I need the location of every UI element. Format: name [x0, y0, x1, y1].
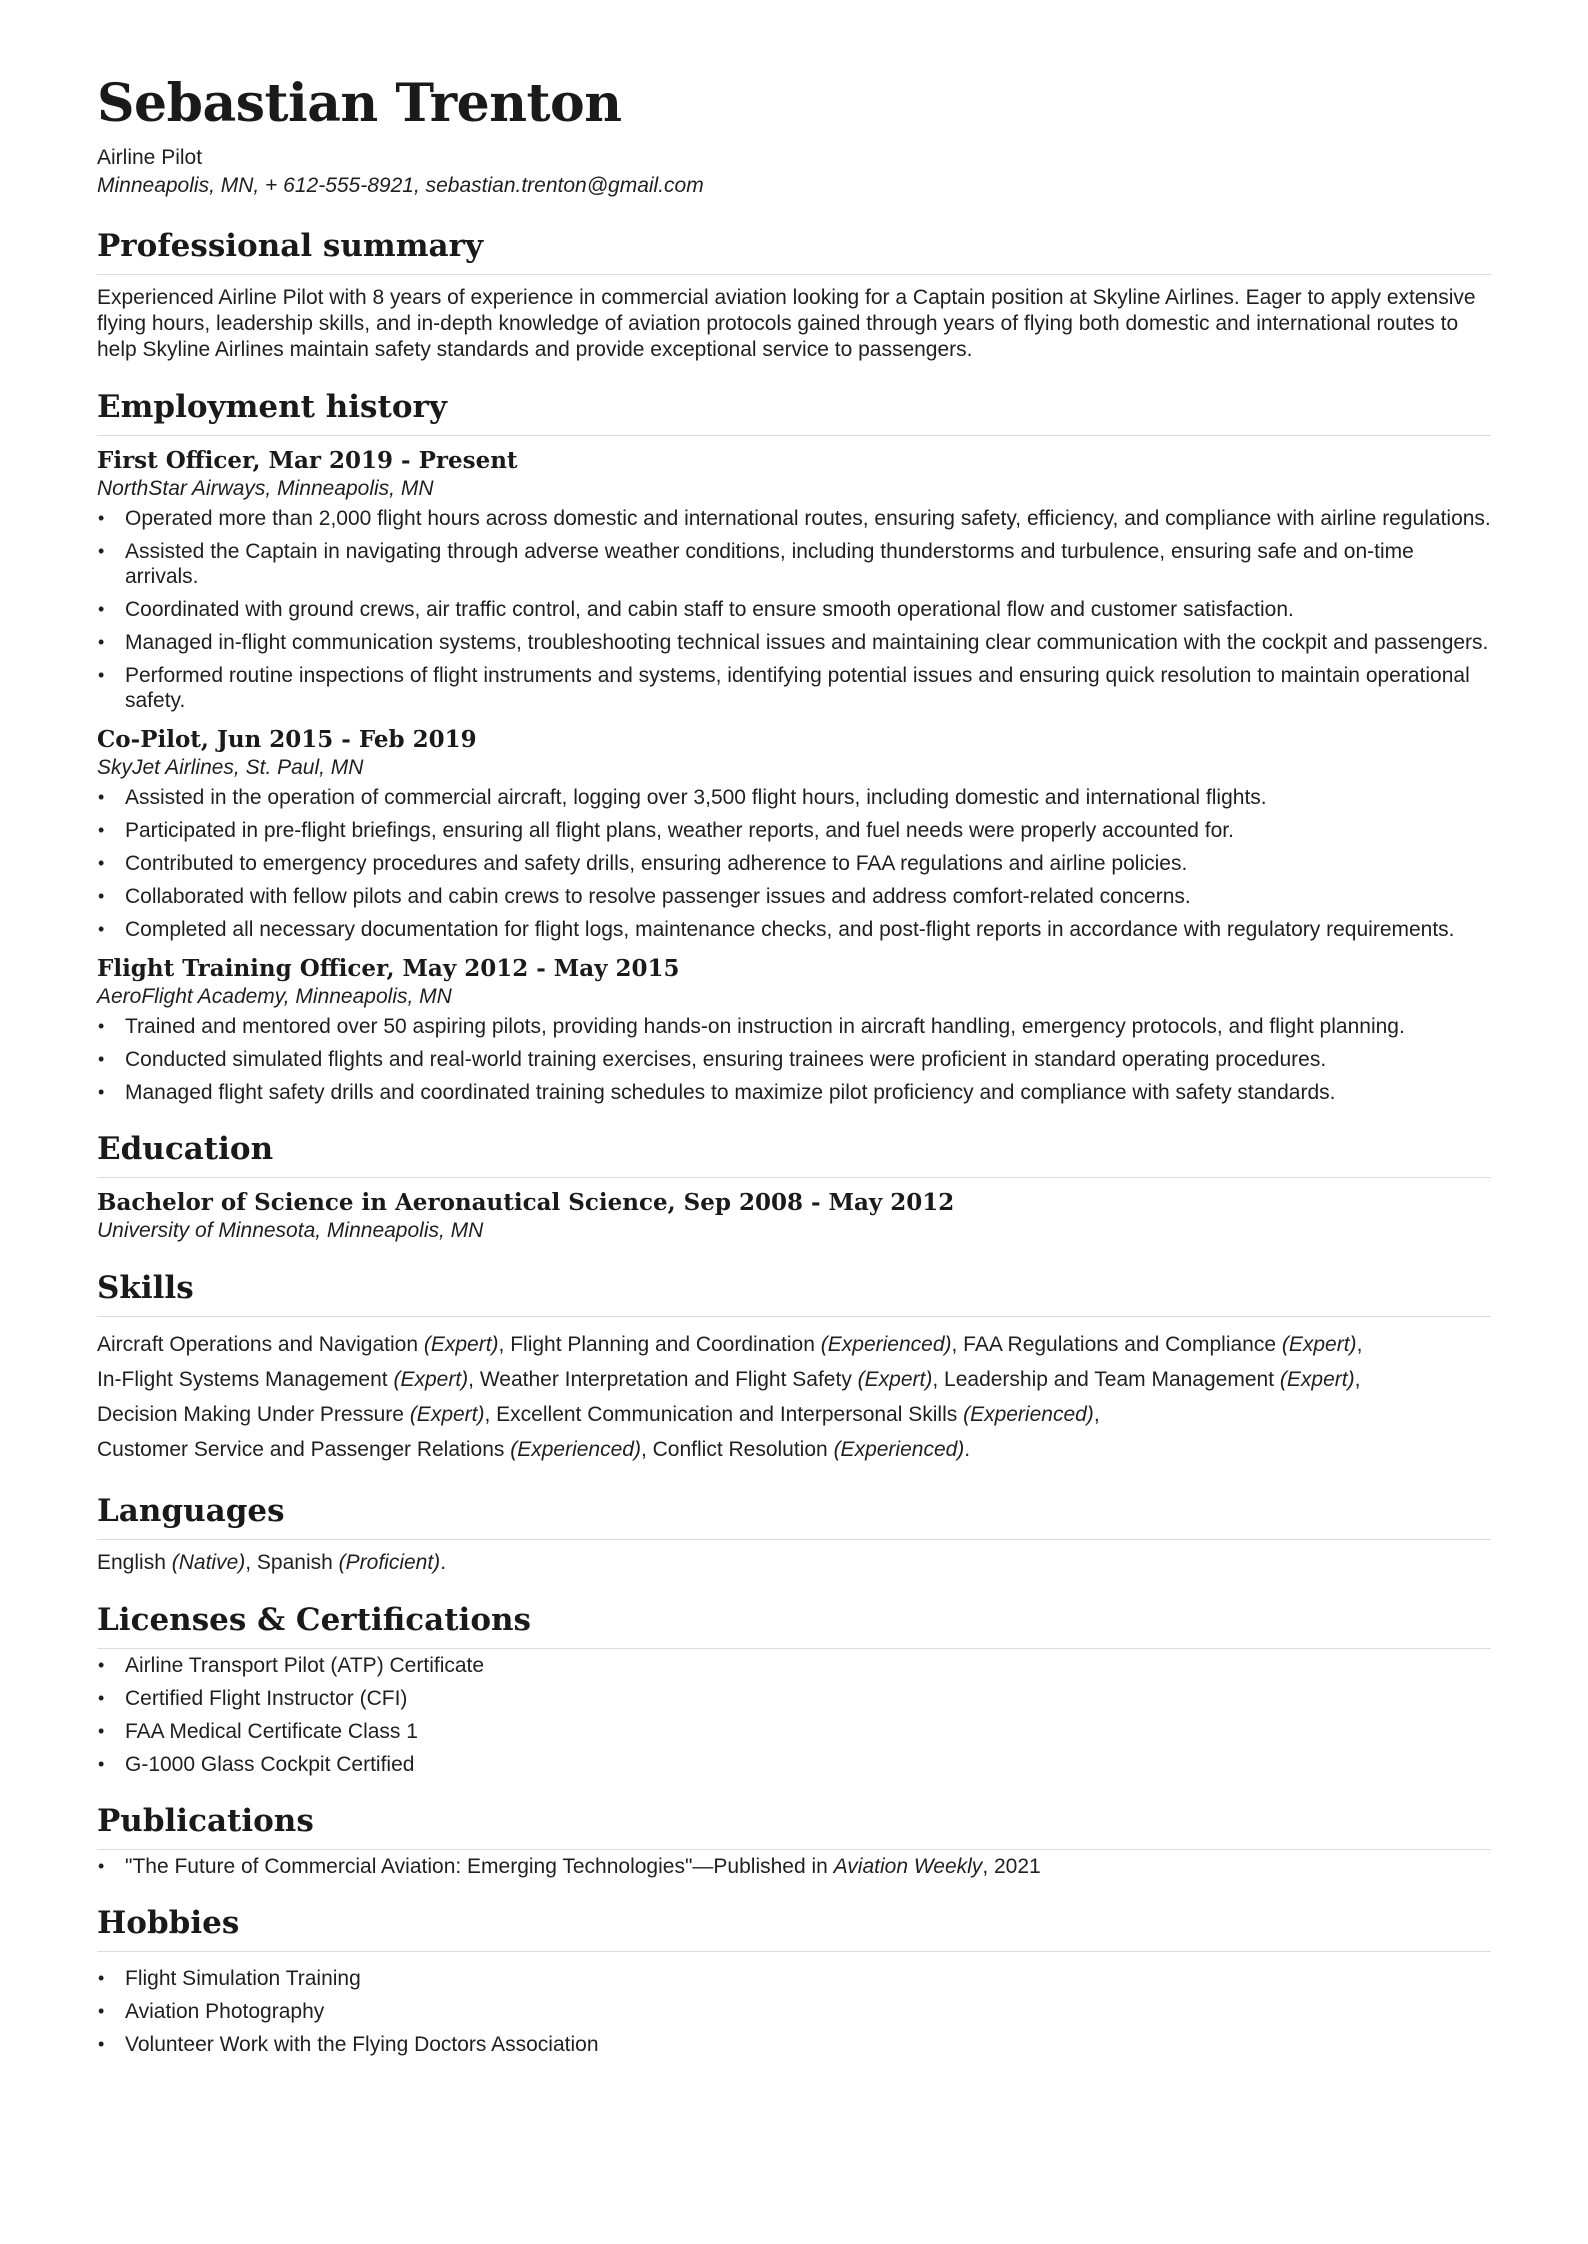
contact-info: Minneapolis, MN, + 612-555-8921, sebastian.trenton@gmail.com: [97, 174, 704, 197]
summary-text: Experienced Airline Pilot with 8 years of experience in commercial aviation looking for a Captain position at Skyline Airlines. Eager to apply extensive flying hours, leadership skills, and in-depth knowledge of aviation protocols gained through years of flying both domestic and international routes to help Skyline Airlines maintain safety standards and provide exceptional service to passengers.: [97, 286, 1476, 361]
job-entry: [97, 446, 1491, 713]
skill-separator: ,: [468, 1368, 480, 1391]
skill-name: Aircraft Operations and Navigation: [97, 1333, 418, 1356]
hobby-item: • Flight Simulation Training: [125, 1966, 1491, 1991]
job-bullet: • Assisted the Captain in navigating through adverse weather conditions, including thunderstorms and turbulence, ensuring safe and on-time arrivals.: [125, 539, 1491, 589]
job-bullet: • Conducted simulated flights and real-world training exercises, ensuring trainees were proficient in standard operating procedures.: [125, 1047, 1491, 1072]
candidate-title: Airline Pilot: [97, 146, 203, 169]
job-bullet: • Assisted in the operation of commercial aircraft, logging over 3,500 flight hours, including domestic and international flights.: [125, 785, 1491, 810]
language-separator: ,: [245, 1551, 257, 1574]
skill-name: FAA Regulations and Compliance: [963, 1333, 1277, 1356]
languages-list: [97, 1550, 1491, 1576]
job-heading: Co-Pilot, Jun 2015 - Feb 2019: [97, 726, 477, 753]
language-name: Spanish: [256, 1551, 333, 1574]
skills-line: [97, 1327, 1491, 1362]
skill-separator: .: [964, 1438, 971, 1461]
section-title-skills: Skills: [97, 1268, 1491, 1317]
skill-level: (Experienced): [510, 1438, 641, 1461]
section-title-languages: Languages: [97, 1491, 1491, 1540]
skill-separator: ,: [932, 1368, 945, 1391]
skill-level: (Experienced): [820, 1333, 952, 1356]
job-bullets: [97, 785, 1491, 942]
job-bullet: • Managed flight safety drills and coordinated training schedules to maximize pilot proficiency and compliance with safety standards.: [125, 1080, 1491, 1105]
languages-section: [97, 1491, 1491, 1576]
publications-section: [97, 1801, 1491, 1879]
skills-list: [97, 1327, 1491, 1467]
skill-separator: ,: [1354, 1368, 1361, 1391]
job-bullets: [97, 1014, 1491, 1105]
hobby-item: • Volunteer Work with the Flying Doctors Association: [125, 2032, 1491, 2057]
job-bullet: • Collaborated with fellow pilots and cabin crews to resolve passenger issues and address comfort-related concerns.: [125, 884, 1491, 909]
section-title-education: Education: [97, 1129, 1491, 1178]
section-title-hobbies: Hobbies: [97, 1903, 1491, 1952]
licenses-section: [97, 1600, 1491, 1777]
language-separator: .: [440, 1551, 447, 1574]
skills-section: [97, 1268, 1491, 1467]
language-level: (Proficient): [338, 1551, 441, 1574]
job-bullet: • Managed in-flight communication systems, troubleshooting technical issues and maintaining clear communication with the cockpit and passengers.: [125, 630, 1491, 655]
job-company: SkyJet Airlines, St. Paul, MN: [97, 756, 364, 779]
skills-line: [97, 1397, 1491, 1432]
skill-name: In-Flight Systems Management: [97, 1368, 388, 1391]
employment-section: [97, 387, 1491, 1105]
skill-separator: ,: [1093, 1403, 1100, 1426]
summary-section: [97, 226, 1491, 363]
skill-name: Customer Service and Passenger Relations: [97, 1438, 505, 1461]
school-name: University of Minnesota, Minneapolis, MN: [97, 1219, 484, 1242]
section-title-summary: Professional summary: [97, 226, 1491, 275]
degree-heading: Bachelor of Science in Aeronautical Science, Sep 2008 - May 2012: [97, 1189, 955, 1216]
resume-header: [97, 74, 1491, 200]
job-bullet: • Participated in pre-flight briefings, ensuring all flight plans, weather reports, and fuel needs were properly accounted for.: [125, 818, 1491, 843]
jobs-list: [97, 446, 1491, 1105]
language-level: (Native): [171, 1551, 246, 1574]
job-bullet: • Completed all necessary documentation for flight logs, maintenance checks, and post-flight reports in accordance with regulatory requirements.: [125, 917, 1491, 942]
license-item: • G-1000 Glass Cockpit Certified: [125, 1752, 1491, 1777]
license-item: • Airline Transport Pilot (ATP) Certificate: [125, 1653, 1491, 1678]
job-bullet: • Coordinated with ground crews, air traffic control, and cabin staff to ensure smooth operational flow and customer satisfaction.: [125, 597, 1491, 622]
licenses-list: [97, 1653, 1491, 1777]
languages-line: [97, 1550, 1491, 1576]
skill-separator: ,: [498, 1333, 511, 1356]
hobbies-list: [97, 1966, 1491, 2057]
hobby-item: • Aviation Photography: [125, 1999, 1491, 2024]
language-name: English: [97, 1551, 166, 1574]
job-entry: [97, 725, 1491, 942]
publication-title: "The Future of Commercial Aviation: Emerging Technologies"—Published in: [125, 1855, 834, 1878]
skill-name: Leadership and Team Management: [944, 1368, 1275, 1391]
section-title-employment: Employment history: [97, 387, 1491, 436]
skill-separator: ,: [951, 1333, 964, 1356]
job-bullets: [97, 506, 1491, 713]
job-company: AeroFlight Academy, Minneapolis, MN: [97, 985, 452, 1008]
license-item: • FAA Medical Certificate Class 1: [125, 1719, 1491, 1744]
section-title-licenses: Licenses & Certifications: [97, 1600, 1491, 1649]
job-entry: [97, 954, 1491, 1105]
skill-level: (Expert): [1279, 1368, 1355, 1391]
education-section: [97, 1129, 1491, 1244]
job-company: NorthStar Airways, Minneapolis, MN: [97, 477, 434, 500]
skill-level: (Expert): [423, 1333, 499, 1356]
skill-separator: ,: [640, 1438, 653, 1461]
skills-line: [97, 1432, 1491, 1467]
hobbies-section: [97, 1903, 1491, 2057]
publication-item: [125, 1854, 1491, 1879]
publication-year: , 2021: [982, 1855, 1041, 1878]
job-heading: First Officer, Mar 2019 - Present: [97, 447, 518, 474]
job-bullet: • Contributed to emergency procedures and safety drills, ensuring adherence to FAA regulations and airline policies.: [125, 851, 1491, 876]
candidate-name: Sebastian Trenton: [97, 73, 622, 134]
skill-level: (Expert): [393, 1368, 469, 1391]
skill-level: (Experienced): [963, 1403, 1094, 1426]
job-heading: Flight Training Officer, May 2012 - May 2015: [97, 955, 680, 982]
skill-separator: ,: [484, 1403, 497, 1426]
job-bullet: • Operated more than 2,000 flight hours across domestic and international routes, ensuring safety, efficiency, and compliance with airline regulations.: [125, 506, 1491, 531]
skill-level: (Experienced): [833, 1438, 965, 1461]
skill-name: Weather Interpretation and Flight Safety: [479, 1368, 852, 1391]
skills-line: [97, 1362, 1491, 1397]
skill-name: Conflict Resolution: [652, 1438, 828, 1461]
publications-list: [97, 1854, 1491, 1879]
skill-separator: ,: [1356, 1333, 1363, 1356]
publication-journal: Aviation Weekly: [833, 1855, 983, 1878]
section-title-publications: Publications: [97, 1801, 1491, 1850]
license-item: • Certified Flight Instructor (CFI): [125, 1686, 1491, 1711]
skill-name: Excellent Communication and Interpersonal Skills: [496, 1403, 958, 1426]
job-bullet: • Trained and mentored over 50 aspiring pilots, providing hands-on instruction in aircraft handling, emergency protocols, and flight planning.: [125, 1014, 1491, 1039]
skill-level: (Expert): [857, 1368, 933, 1391]
skill-level: (Expert): [1281, 1333, 1357, 1356]
job-bullet: • Performed routine inspections of flight instruments and systems, identifying potential issues and ensuring quick resolution to maintain operational safety.: [125, 663, 1491, 713]
skill-level: (Expert): [409, 1403, 485, 1426]
skill-name: Flight Planning and Coordination: [510, 1333, 815, 1356]
skill-name: Decision Making Under Pressure: [97, 1403, 404, 1426]
